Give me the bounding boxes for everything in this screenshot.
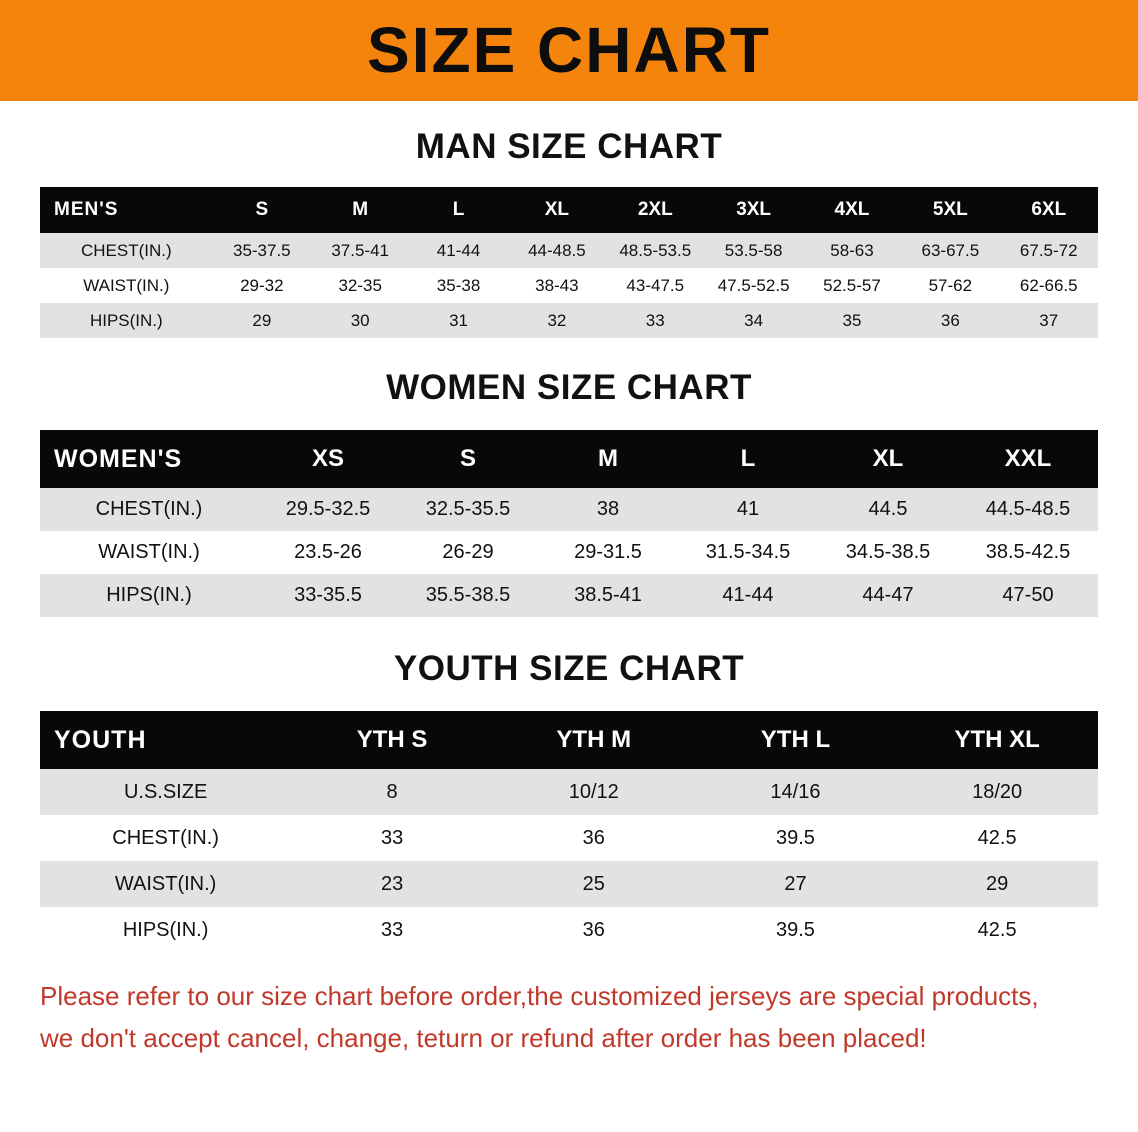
man-cell-1-0: 29-32 — [213, 268, 311, 303]
youth-col-0: YTH S — [291, 711, 493, 769]
table-row — [40, 233, 1098, 268]
man-table-wrap — [0, 187, 1138, 338]
table-row — [40, 303, 1098, 338]
man-cell-0-0: 35-37.5 — [213, 233, 311, 268]
youth-col-3: YTH XL — [896, 711, 1098, 769]
women-cell-0-5: 44.5-48.5 — [958, 488, 1098, 531]
women-row-label-2: HIPS(IN.) — [40, 574, 258, 617]
youth-cell-3-2: 39.5 — [695, 907, 897, 953]
man-cell-0-4: 48.5-53.5 — [606, 233, 704, 268]
youth-cell-2-2: 27 — [695, 861, 897, 907]
women-cell-1-1: 26-29 — [398, 531, 538, 574]
man-col-2: L — [409, 187, 507, 233]
women-col-2: M — [538, 430, 678, 488]
women-row-label-1: WAIST(IN.) — [40, 531, 258, 574]
man-cell-1-2: 35-38 — [409, 268, 507, 303]
man-cell-1-4: 43-47.5 — [606, 268, 704, 303]
youth-cell-3-1: 36 — [493, 907, 695, 953]
disclaimer-line-2: we don't accept cancel, change, teturn or refund after order has been placed! — [40, 1023, 927, 1054]
man-row-label-2: HIPS(IN.) — [40, 303, 213, 338]
disclaimer-line-1: Please refer to our size chart before order,the customized jerseys are special products, — [40, 981, 1039, 1011]
man-row-label-0: CHEST(IN.) — [40, 233, 213, 268]
youth-size-table — [40, 711, 1098, 953]
women-row-header: WOMEN'S — [40, 430, 258, 488]
women-cell-0-4: 44.5 — [818, 488, 958, 531]
man-cell-2-0: 29 — [213, 303, 311, 338]
table-row — [40, 907, 1098, 953]
women-cell-1-5: 38.5-42.5 — [958, 531, 1098, 574]
man-cell-1-7: 57-62 — [901, 268, 999, 303]
man-table-head — [40, 187, 1098, 233]
table-row — [40, 861, 1098, 907]
youth-cell-0-0: 8 — [291, 769, 493, 815]
women-cell-2-0: 33-35.5 — [258, 574, 398, 617]
youth-cell-1-2: 39.5 — [695, 815, 897, 861]
man-table-body — [40, 233, 1098, 338]
women-cell-2-1: 35.5-38.5 — [398, 574, 538, 617]
man-col-0: S — [213, 187, 311, 233]
man-cell-2-3: 32 — [508, 303, 606, 338]
man-row-label-1: WAIST(IN.) — [40, 268, 213, 303]
youth-table-body — [40, 769, 1098, 953]
page-title: SIZE CHART — [367, 13, 771, 86]
man-cell-2-1: 30 — [311, 303, 409, 338]
man-cell-2-6: 35 — [803, 303, 901, 338]
man-col-4: 2XL — [606, 187, 704, 233]
man-cell-0-7: 63-67.5 — [901, 233, 999, 268]
man-cell-1-3: 38-43 — [508, 268, 606, 303]
women-cell-0-0: 29.5-32.5 — [258, 488, 398, 531]
man-col-7: 5XL — [901, 187, 999, 233]
women-cell-0-2: 38 — [538, 488, 678, 531]
women-cell-0-3: 41 — [678, 488, 818, 531]
man-section-title: MAN SIZE CHART — [415, 127, 723, 166]
page-banner — [0, 0, 1138, 101]
man-col-6: 4XL — [803, 187, 901, 233]
women-cell-1-0: 23.5-26 — [258, 531, 398, 574]
women-cell-1-4: 34.5-38.5 — [818, 531, 958, 574]
women-section-title: WOMEN SIZE CHART — [386, 368, 752, 407]
youth-row-header: YOUTH — [40, 711, 291, 769]
man-cell-1-8: 62-66.5 — [1000, 268, 1098, 303]
women-table-wrap — [0, 430, 1138, 617]
youth-row-label-3: HIPS(IN.) — [40, 907, 291, 953]
man-row-header: MEN'S — [40, 187, 213, 233]
youth-row-label-2: WAIST(IN.) — [40, 861, 291, 907]
man-cell-1-6: 52.5-57 — [803, 268, 901, 303]
youth-row-label-1: CHEST(IN.) — [40, 815, 291, 861]
women-cell-2-5: 47-50 — [958, 574, 1098, 617]
youth-col-1: YTH M — [493, 711, 695, 769]
disclaimer-note — [40, 975, 1098, 1059]
table-row — [40, 574, 1098, 617]
man-cell-0-8: 67.5-72 — [1000, 233, 1098, 268]
man-col-5: 3XL — [704, 187, 802, 233]
man-cell-0-1: 37.5-41 — [311, 233, 409, 268]
table-row — [40, 769, 1098, 815]
youth-table-head — [40, 711, 1098, 769]
man-size-table — [40, 187, 1098, 338]
women-row-label-0: CHEST(IN.) — [40, 488, 258, 531]
table-row — [40, 268, 1098, 303]
women-cell-2-4: 44-47 — [818, 574, 958, 617]
table-header-row — [40, 187, 1098, 233]
youth-cell-3-3: 42.5 — [896, 907, 1098, 953]
youth-cell-0-1: 10/12 — [493, 769, 695, 815]
youth-cell-1-1: 36 — [493, 815, 695, 861]
youth-cell-2-0: 23 — [291, 861, 493, 907]
youth-table-wrap — [0, 711, 1138, 953]
man-cell-0-5: 53.5-58 — [704, 233, 802, 268]
women-cell-1-3: 31.5-34.5 — [678, 531, 818, 574]
man-col-3: XL — [508, 187, 606, 233]
youth-cell-2-3: 29 — [896, 861, 1098, 907]
man-cell-1-1: 32-35 — [311, 268, 409, 303]
women-table-head — [40, 430, 1098, 488]
women-cell-1-2: 29-31.5 — [538, 531, 678, 574]
man-cell-0-2: 41-44 — [409, 233, 507, 268]
table-row — [40, 815, 1098, 861]
man-cell-0-6: 58-63 — [803, 233, 901, 268]
women-col-5: XXL — [958, 430, 1098, 488]
youth-cell-1-0: 33 — [291, 815, 493, 861]
women-col-0: XS — [258, 430, 398, 488]
youth-section-title: YOUTH SIZE CHART — [393, 649, 745, 688]
man-cell-2-5: 34 — [704, 303, 802, 338]
man-col-1: M — [311, 187, 409, 233]
youth-cell-0-3: 18/20 — [896, 769, 1098, 815]
women-cell-2-3: 41-44 — [678, 574, 818, 617]
youth-cell-3-0: 33 — [291, 907, 493, 953]
women-cell-2-2: 38.5-41 — [538, 574, 678, 617]
women-cell-0-1: 32.5-35.5 — [398, 488, 538, 531]
table-row — [40, 531, 1098, 574]
man-cell-2-2: 31 — [409, 303, 507, 338]
man-cell-1-5: 47.5-52.5 — [704, 268, 802, 303]
table-row — [40, 488, 1098, 531]
women-col-4: XL — [818, 430, 958, 488]
youth-cell-1-3: 42.5 — [896, 815, 1098, 861]
youth-cell-0-2: 14/16 — [695, 769, 897, 815]
man-cell-0-3: 44-48.5 — [508, 233, 606, 268]
man-cell-2-8: 37 — [1000, 303, 1098, 338]
women-col-1: S — [398, 430, 538, 488]
youth-row-label-0: U.S.SIZE — [40, 769, 291, 815]
table-header-row — [40, 711, 1098, 769]
women-col-3: L — [678, 430, 818, 488]
youth-col-2: YTH L — [695, 711, 897, 769]
table-header-row — [40, 430, 1098, 488]
youth-cell-2-1: 25 — [493, 861, 695, 907]
man-cell-2-7: 36 — [901, 303, 999, 338]
man-col-8: 6XL — [1000, 187, 1098, 233]
women-size-table — [40, 430, 1098, 617]
women-table-body — [40, 488, 1098, 617]
man-cell-2-4: 33 — [606, 303, 704, 338]
